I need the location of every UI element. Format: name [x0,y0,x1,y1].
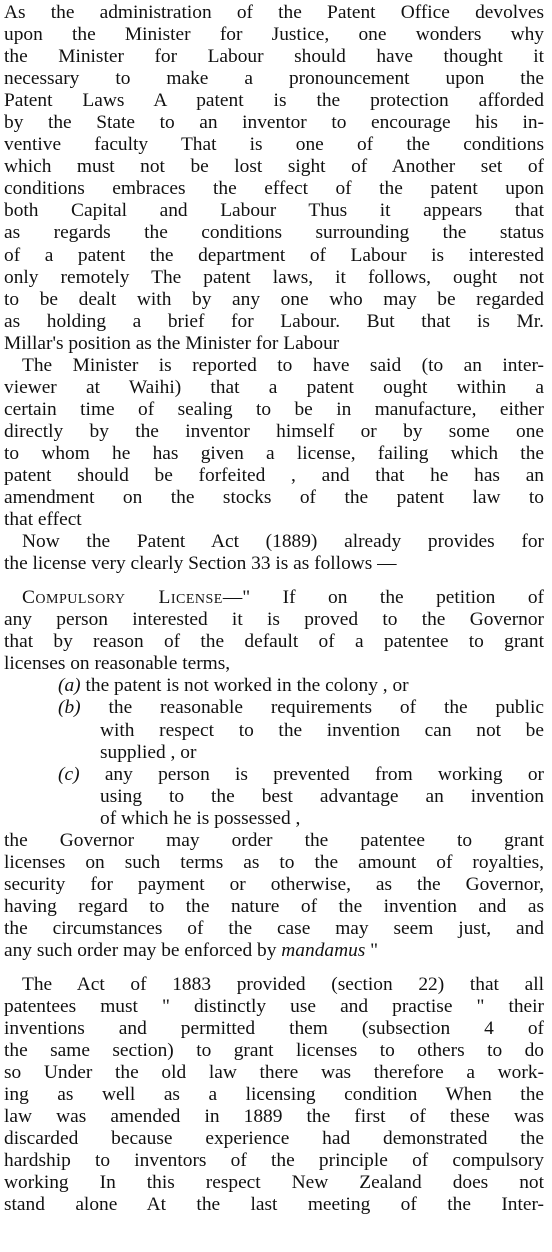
quote-last-line [4,940,544,962]
quote-first-line [4,587,544,609]
spacer [4,962,544,974]
text-line: As the administration of the Patent Office devolves [4,2,544,23]
text-line: patentees must " distinctly use and practise " their [4,996,544,1018]
quote-text: —" If on the petition of [222,587,544,609]
list-item-line: with respect to the invention can not be [100,719,544,741]
list-item-line [4,675,544,697]
text-line: the license very clearly Section 33 is as follows — [4,553,397,575]
spacer [4,575,544,587]
list-marker: (c) [58,763,80,785]
text-line: law was amended in 1889 the first of these was [4,1106,544,1128]
text-line: security for payment or otherwise, as the Governor, [4,873,544,895]
text-line: Now the Patent Act (1889) already provides for [22,531,544,553]
text-line: to whom he has given a license, failing which the [4,442,544,464]
text-line: only remotely The patent laws, it follows, ought not [4,266,544,288]
text-line: directly by the inventor himself or by some one [4,420,544,442]
text-line: the Governor may order the patentee to grant [4,829,544,851]
text-line: ventive faculty That is one of the conditions [4,134,544,156]
text-line: working In this respect New Zealand does not [4,1172,544,1194]
list-marker: (b) [58,697,81,719]
text-line: licenses on reasonable terms, [4,653,231,675]
text-line: the same section) to grant licenses to others to do [4,1040,544,1062]
text-line: amendment on the stocks of the patent law to [4,487,544,509]
text-line: hardship to inventors of the principle of compulsory [4,1150,544,1172]
text-line: that effect [4,509,82,531]
text-line: as regards the conditions surrounding the status [4,222,544,244]
text-fragment: " [365,939,379,961]
text-line: to be dealt with by any one who may be regarded [4,288,544,310]
text-line: the circumstances of the case may seem just, and [4,917,544,939]
paragraph-4 [4,974,544,1217]
text-line: viewer at Waihi) that a patent ought within a [4,376,544,398]
list-item-line: using to the best advantage an invention [100,785,544,807]
text-line: upon the Minister for Justice, one wonders why [4,24,544,46]
list-item-line [4,697,544,719]
list-item-b [4,697,544,763]
text-line: licenses on such terms as to the amount of royalties, [4,851,544,873]
list-item-line [4,764,544,786]
list-item-line: supplied , or [100,741,197,763]
text-line: so Under the old law there was therefore a work- [4,1062,544,1084]
text-line: ing as well as a licensing condition When the [4,1084,544,1106]
text-line: by the State to an inventor to encourage his in- [4,112,544,134]
statute-quote [4,587,544,962]
text-line: which must not be lost sight of Another set of [4,156,544,178]
paragraph-1 [4,2,544,355]
paragraph-3 [4,531,544,575]
italic-word: mandamus [281,939,366,961]
list-marker: (a) [58,675,81,697]
list-item-c [4,764,544,830]
text-line: having regard to the nature of the invention and as [4,895,544,917]
list-text: the reasonable requirements of the public [108,697,544,719]
text-line: Patent Laws A patent is the protection afforded [4,90,544,112]
text-line: patent should be forfeited , and that he has an [4,464,544,486]
text-line: The Minister is reported to have said (to an inter- [22,354,544,376]
list-text: any person is prevented from working or [104,763,544,785]
text-line: certain time of sealing to be in manufacture, either [4,398,544,420]
list-text: the patent is not worked in the colony , or [85,675,409,697]
text-line: discarded because experience had demonstrated the [4,1128,544,1150]
text-line: any person interested it is proved to the Governor [4,609,544,631]
list-item-line: of which he is possessed , [100,807,301,829]
text-line: Millar's position as the Minister for Labour [4,332,340,354]
list-item-a [4,675,544,697]
text-line: the Minister for Labour should have thought it [4,46,544,68]
text-fragment: any such order may be enforced by [4,939,282,961]
paragraph-2 [4,355,544,531]
text-line: inventions and permitted them (subsection 4 of [4,1018,544,1040]
text-line: that by reason of the default of a patentee to grant [4,631,544,653]
text-line: stand alone At the last meeting of the Inter- [4,1194,544,1216]
text-line: of a patent the department of Labour is interested [4,244,544,266]
text-line: The Act of 1883 provided (section 22) that all [22,974,544,996]
text-line: both Capital and Labour Thus it appears that [4,200,544,222]
text-line: necessary to make a pronouncement upon the [4,68,544,90]
quote-heading: Compulsory License [22,587,223,609]
text-line: conditions embraces the effect of the patent upon [4,178,544,200]
text-line: as holding a brief for Labour. But that is Mr. [4,310,544,332]
